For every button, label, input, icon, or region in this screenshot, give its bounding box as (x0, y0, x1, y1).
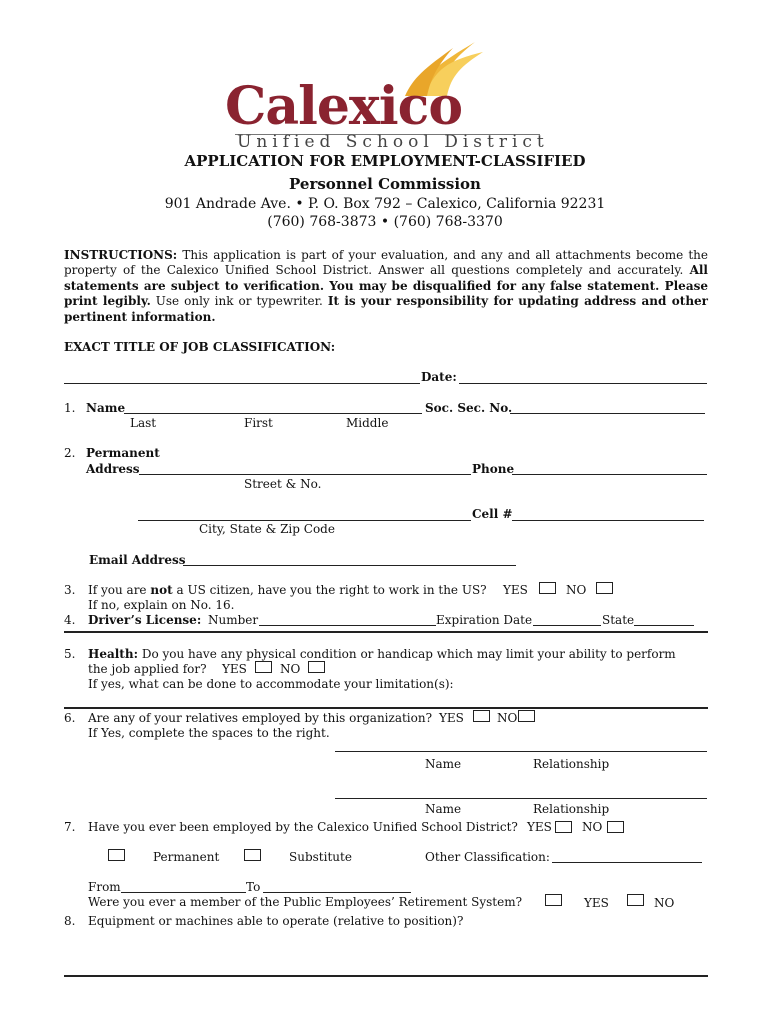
district-address: 901 Andrade Ave. • P. O. Box 792 – Calexico, California 92231 (164, 196, 606, 212)
q3-question: If you are not a US citizen, have you the right to work in the US? (88, 583, 487, 597)
q3-yes-label: YES (503, 583, 528, 597)
ssn-label: Soc. Sec. No. (425, 401, 513, 415)
to-label: To (246, 880, 261, 894)
state-field[interactable] (634, 625, 694, 626)
q5-no-label: NO (280, 662, 301, 676)
relative-1-field[interactable] (335, 751, 707, 752)
q5-no-checkbox[interactable] (308, 661, 325, 673)
address-field[interactable] (139, 474, 471, 475)
substitute-caption: Substitute (289, 850, 352, 864)
pers-question: Were you ever a member of the Public Employees’ Retirement System? (88, 895, 523, 909)
q8-number: 8. (64, 914, 76, 928)
q1-number: 1. (64, 401, 76, 415)
state-label: State (602, 613, 635, 627)
city-caption: City, State & Zip Code (199, 522, 335, 536)
job-title-field[interactable] (64, 383, 420, 384)
relative-1-name-caption: Name (425, 757, 462, 771)
instructions-text-1: This application is part of your evaluation, and any and all attachments become the property of the Calexico Unified School District. Answer all questions completely and accurately. (64, 248, 708, 278)
relative-2-relationship-caption: Relationship (533, 802, 610, 816)
permanent-checkbox[interactable] (108, 849, 125, 861)
substitute-checkbox[interactable] (244, 849, 261, 861)
form-title: APPLICATION FOR EMPLOYMENT-CLASSIFIED (184, 152, 586, 170)
other-classification-field[interactable] (552, 862, 702, 863)
license-number-field[interactable] (259, 625, 436, 626)
from-field[interactable] (121, 892, 246, 893)
instructions-bold-1: All statements are subject to verification. You may be disqualified for any false statement. Please print legibly. (64, 263, 708, 309)
q3-no-label: NO (566, 583, 587, 597)
middle-caption: Middle (346, 416, 389, 430)
instructions-label: INSTRUCTIONS: (64, 248, 178, 262)
form-subtitle: Personnel Commission (289, 175, 481, 193)
city-field[interactable] (138, 520, 471, 521)
equipment-field[interactable] (64, 975, 708, 977)
relative-1-relationship-caption: Relationship (533, 757, 610, 771)
to-field[interactable] (263, 892, 411, 893)
q7-no-checkbox[interactable] (607, 821, 624, 833)
logo-subtitle: Unified School District (237, 132, 549, 152)
permanent-caption: Permanent (153, 850, 220, 864)
expiration-field[interactable] (533, 625, 601, 626)
district-logo (225, 38, 555, 150)
date-label: Date: (421, 370, 457, 384)
q6-no-label: NO (497, 711, 518, 725)
pers-yes-checkbox[interactable] (545, 894, 562, 906)
instructions-paragraph (64, 248, 708, 325)
phone-label: Phone (472, 462, 515, 476)
divider (64, 707, 708, 709)
license-number-label: Number (208, 613, 259, 627)
q3-no-checkbox[interactable] (596, 582, 613, 594)
other-classification-label: Other Classification: (425, 850, 550, 864)
q7-yes-label: YES (527, 820, 552, 834)
q3-yes-checkbox[interactable] (539, 582, 556, 594)
pers-no-label: NO (654, 896, 675, 910)
name-field[interactable] (124, 413, 422, 414)
divider (64, 631, 708, 633)
q2-number: 2. (64, 446, 76, 460)
email-label: Email Address (89, 553, 186, 567)
instructions-bold-2: It is your responsibility for updating address and other pertinent information. (64, 294, 708, 324)
q5-question: Health: Do you have any physical condition or handicap which may limit your ability to perform (88, 647, 676, 661)
first-caption: First (244, 416, 273, 430)
address-label: Address (86, 462, 140, 476)
phone-field[interactable] (512, 474, 707, 475)
q6-no-checkbox[interactable] (518, 710, 535, 722)
logo-wordmark: Calexico (225, 76, 463, 137)
from-label: From (88, 880, 121, 894)
q6-yes-label: YES (439, 711, 464, 725)
pers-no-checkbox[interactable] (627, 894, 644, 906)
q3-explain: If no, explain on No. 16. (88, 598, 235, 612)
instructions-text-2: Use only ink or typewriter. (155, 294, 323, 309)
q7-number: 7. (64, 820, 76, 834)
email-field[interactable] (183, 565, 516, 566)
street-caption: Street & No. (244, 477, 322, 491)
q7-no-label: NO (582, 820, 603, 834)
expiration-label: Expiration Date (436, 613, 533, 627)
cell-label: Cell # (472, 507, 513, 521)
license-label: Driver’s License: (88, 613, 202, 627)
job-title-label: EXACT TITLE OF JOB CLASSIFICATION: (64, 340, 336, 354)
ssn-field[interactable] (510, 413, 705, 414)
pers-yes-label: YES (584, 896, 609, 910)
q5-accommodate: If yes, what can be done to accommodate your limitation(s): (88, 677, 454, 691)
cell-field[interactable] (512, 520, 704, 521)
q5-yes-label: YES (222, 662, 247, 676)
last-caption: Last (130, 416, 157, 430)
q8-question: Equipment or machines able to operate (relative to position)? (88, 914, 464, 928)
relative-2-name-caption: Name (425, 802, 462, 816)
relative-2-field[interactable] (335, 798, 707, 799)
q5-question-cont: the job applied for? (88, 662, 207, 676)
district-phones: (760) 768-3873 • (760) 768-3370 (267, 214, 503, 230)
q5-yes-checkbox[interactable] (255, 661, 272, 673)
q6-instruction: If Yes, complete the spaces to the right. (88, 726, 330, 740)
name-label: Name (86, 401, 126, 415)
q4-number: 4. (64, 613, 76, 627)
q7-yes-checkbox[interactable] (555, 821, 572, 833)
q6-number: 6. (64, 711, 76, 725)
date-field[interactable] (459, 383, 707, 384)
permanent-label: Permanent (86, 446, 160, 460)
q6-question: Are any of your relatives employed by this organization? (88, 711, 433, 725)
q7-question: Have you ever been employed by the Calexico Unified School District? (88, 820, 518, 834)
q5-number: 5. (64, 647, 76, 661)
q6-yes-checkbox[interactable] (473, 710, 490, 722)
q3-number: 3. (64, 583, 76, 597)
